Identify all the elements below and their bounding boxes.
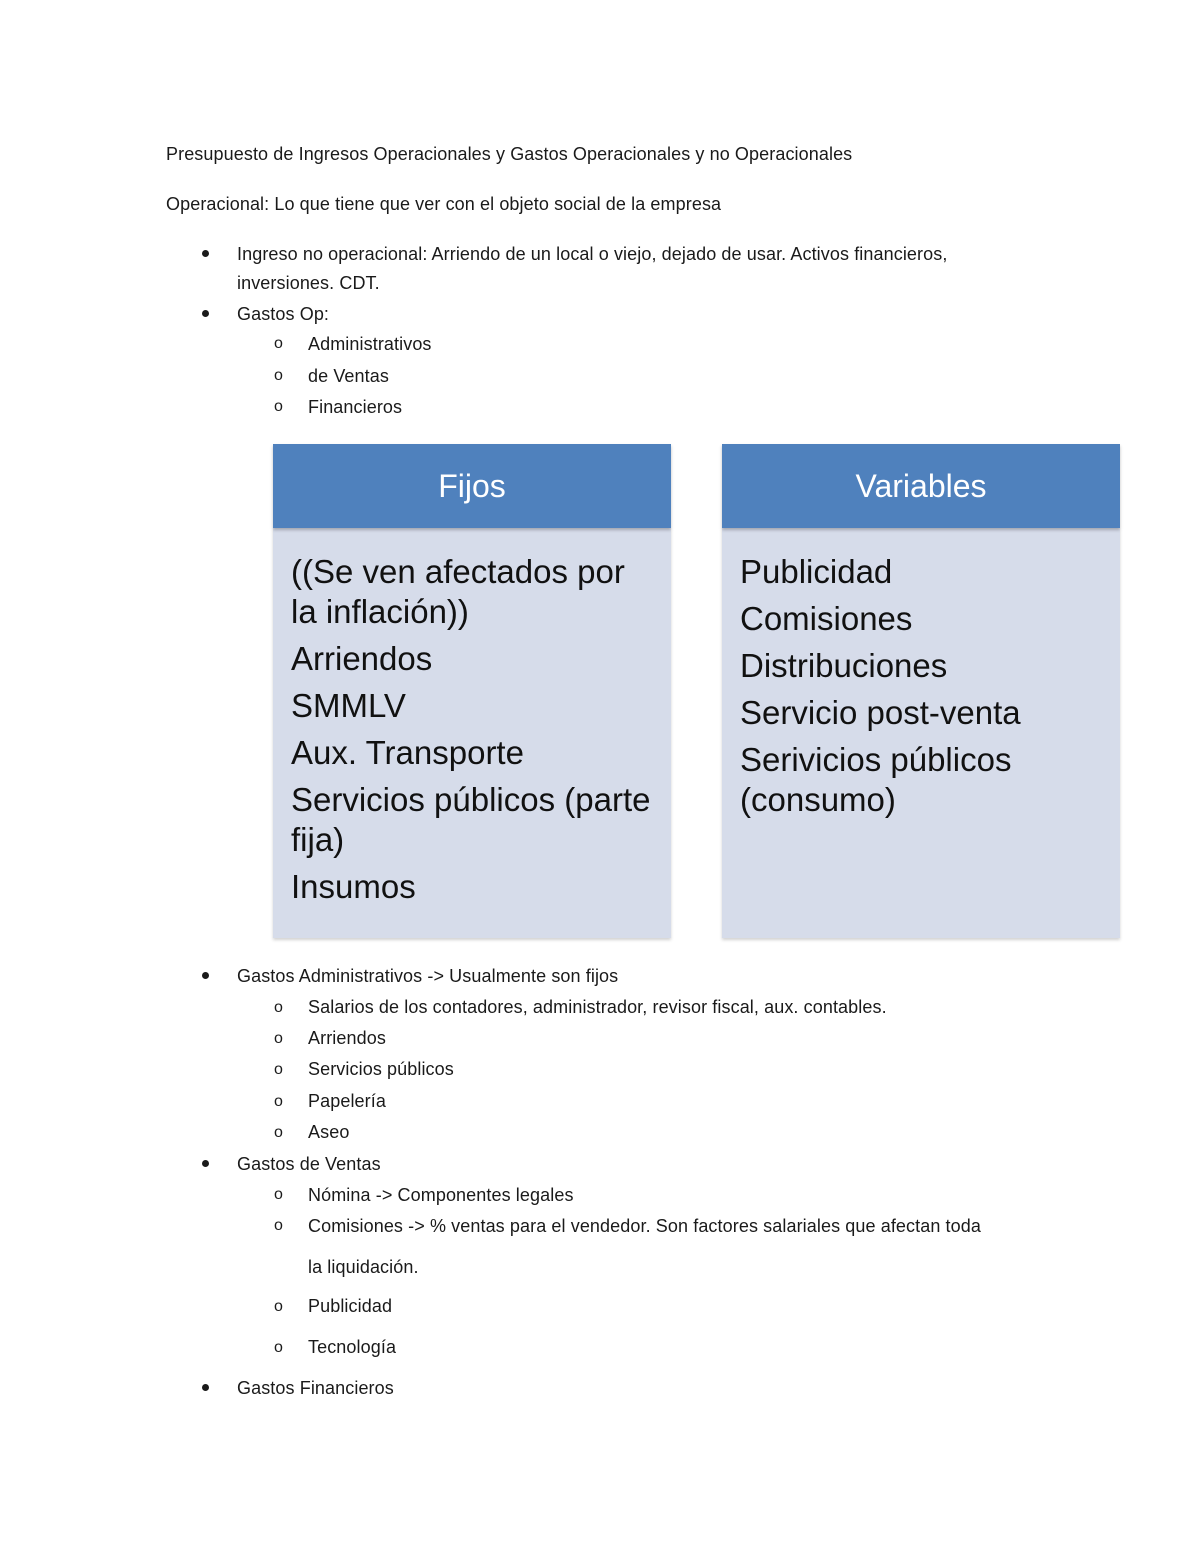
variables-item-comisiones: Comisiones xyxy=(740,600,913,637)
sub-bullet-icon: o xyxy=(274,999,283,1016)
fijos-item-smmlv: SMMLV xyxy=(291,687,406,724)
sub-item-administrativos: Administrativos xyxy=(308,334,432,354)
fijos-item-inflacion: ((Se ven afectados por la inflación)) xyxy=(291,553,625,630)
page-title: Presupuesto de Ingresos Operacionales y Gastos Operacionales y no Operacionales xyxy=(166,144,853,164)
variables-card-header: Variables xyxy=(722,444,1120,528)
list-item-ingreso-line1: Ingreso no operacional: Arriendo de un local o viejo, dejado de usar. Activos financieros, xyxy=(237,244,948,264)
variables-item-publicidad: Publicidad xyxy=(740,553,893,590)
sub-item-financieros: Financieros xyxy=(308,397,403,417)
sub-bullet-icon: o xyxy=(274,1298,283,1315)
bullet-icon xyxy=(202,310,209,317)
gastos-ventas-item-comisiones-cont: la liquidación. xyxy=(308,1257,419,1277)
fijos-card-body xyxy=(273,528,671,938)
fijos-card xyxy=(273,444,671,938)
sub-bullet-icon: o xyxy=(274,398,283,415)
sub-bullet-icon: o xyxy=(274,1124,283,1141)
gastos-admin-item-arriendos: Arriendos xyxy=(308,1028,386,1048)
sub-bullet-icon: o xyxy=(274,1030,283,1047)
variables-card-body xyxy=(722,528,1120,938)
gastos-ventas-item-publicidad: Publicidad xyxy=(308,1296,393,1316)
gastos-ventas-item-nomina: Nómina -> Componentes legales xyxy=(308,1185,574,1205)
bullet-icon xyxy=(202,1384,209,1391)
gastos-financieros-label: Gastos Financieros xyxy=(237,1378,394,1398)
sub-bullet-icon: o xyxy=(274,335,283,352)
sub-bullet-icon: o xyxy=(274,367,283,384)
list-item-gastos-op: Gastos Op: xyxy=(237,304,330,324)
sub-item-de-ventas: de Ventas xyxy=(308,366,389,386)
bullet-icon xyxy=(202,250,209,257)
list-item-ingreso-line2: inversiones. CDT. xyxy=(237,273,380,293)
bullet-icon xyxy=(202,1160,209,1167)
gastos-admin-item-servicios: Servicios públicos xyxy=(308,1059,454,1079)
fijos-item-arriendos: Arriendos xyxy=(291,640,433,677)
variables-item-servicios-publicos: Serivicios públicos (consumo) xyxy=(740,741,1012,818)
sub-bullet-icon: o xyxy=(274,1217,283,1234)
sub-bullet-icon: o xyxy=(274,1186,283,1203)
gastos-ventas-item-comisiones: Comisiones -> % ventas para el vendedor. Son factores salariales que afectan toda xyxy=(308,1216,981,1236)
fijos-card-header: Fijos xyxy=(273,444,671,528)
gastos-admin-item-salarios: Salarios de los contadores, administrador, revisor fiscal, aux. contables. xyxy=(308,997,887,1017)
variables-item-post-venta: Servicio post-venta xyxy=(740,694,1021,731)
sub-bullet-icon: o xyxy=(274,1339,283,1356)
gastos-admin-label: Gastos Administrativos -> Usualmente son fijos xyxy=(237,966,619,986)
bullet-icon xyxy=(202,972,209,979)
gastos-admin-item-papeleria: Papelería xyxy=(308,1091,386,1111)
fijos-item-aux-transporte: Aux. Transporte xyxy=(291,734,524,771)
gastos-ventas-item-tecnologia: Tecnología xyxy=(308,1337,397,1357)
operacional-definition: Operacional: Lo que tiene que ver con el objeto social de la empresa xyxy=(166,194,722,214)
fijos-item-insumos: Insumos xyxy=(291,868,416,905)
sub-bullet-icon: o xyxy=(274,1061,283,1078)
variables-card xyxy=(722,444,1120,938)
fijos-item-servicios-publicos: Servicios públicos (parte fija) xyxy=(291,781,651,858)
gastos-ventas-label: Gastos de Ventas xyxy=(237,1154,381,1174)
variables-item-distribuciones: Distribuciones xyxy=(740,647,948,684)
sub-bullet-icon: o xyxy=(274,1093,283,1110)
gastos-admin-item-aseo: Aseo xyxy=(308,1122,350,1142)
